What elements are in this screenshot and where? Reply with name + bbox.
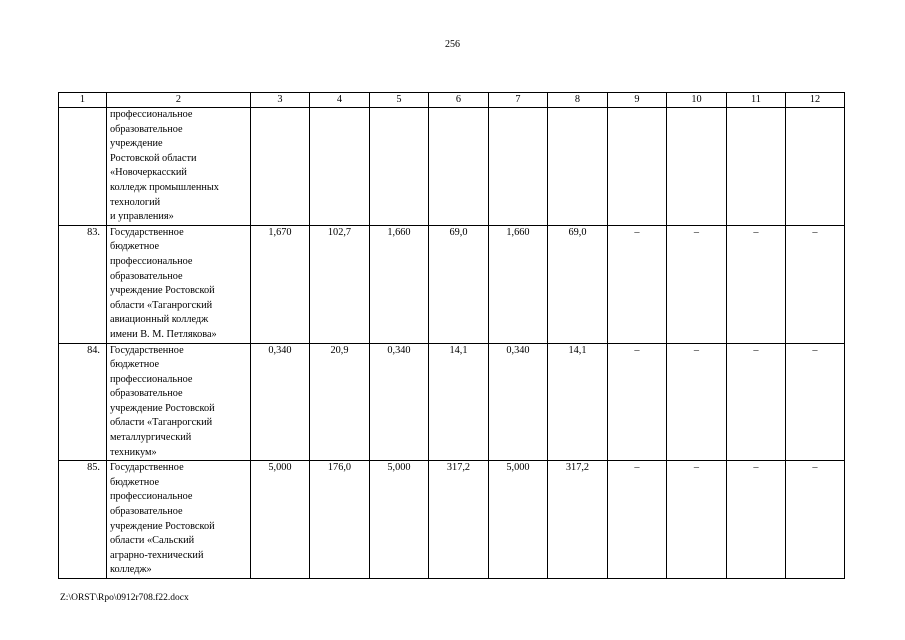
column-header: 2 [107, 93, 251, 108]
name-line: аграрно-технический [110, 549, 204, 561]
value-cell [667, 108, 727, 226]
name-line: профессиональное [110, 255, 193, 267]
name-line: учреждение Ростовской [110, 520, 215, 532]
table-header-row [59, 93, 845, 108]
name-line: профессиональное [110, 109, 193, 120]
name-line: авиационный колледж [110, 314, 209, 326]
name-line: образовательное [110, 388, 183, 400]
name-line: бюджетное [110, 476, 160, 488]
name-line: учреждение Ростовской [110, 285, 215, 297]
table-row-continuation [59, 108, 845, 226]
name-line: колледж промышленных [110, 181, 219, 193]
value-cell: – [608, 461, 667, 579]
value-cell: – [667, 343, 727, 461]
name-line: Государственное [110, 462, 184, 474]
name-line: техникум» [110, 446, 157, 458]
column-header: 8 [548, 93, 608, 108]
name-line: бюджетное [110, 241, 160, 253]
value-cell [251, 108, 310, 226]
name-line: имени В. М. Петлякова» [110, 328, 217, 340]
page-number: 256 [445, 39, 460, 50]
institution-name-cell [107, 343, 251, 461]
value-cell: 5,000 [489, 461, 548, 579]
name-line: «Новочеркасский [110, 167, 187, 179]
value-cell: – [727, 343, 786, 461]
name-line: металлургический [110, 432, 192, 444]
value-cell: – [608, 343, 667, 461]
name-line: образовательное [110, 270, 183, 282]
column-header: 11 [727, 93, 786, 108]
value-cell: 14,1 [548, 343, 608, 461]
column-header: 10 [667, 93, 727, 108]
institution-name-cell [107, 108, 251, 226]
name-line: профессиональное [110, 373, 193, 385]
name-line: образовательное [110, 506, 183, 518]
value-cell: – [667, 461, 727, 579]
value-cell: 1,660 [489, 225, 548, 343]
footer-file-path: Z:\ORST\Rpo\0912r708.f22.docx [60, 593, 189, 603]
value-cell: 0,340 [489, 343, 548, 461]
value-cell: – [786, 225, 845, 343]
row-number-cell: 85. [59, 461, 107, 579]
value-cell: 69,0 [548, 225, 608, 343]
name-line: области «Таганрогский [110, 417, 213, 429]
value-cell: 0,340 [370, 343, 429, 461]
column-header: 6 [429, 93, 489, 108]
name-line: учреждение [110, 138, 163, 150]
name-line: образовательное [110, 123, 183, 135]
row-number-cell [59, 108, 107, 226]
data-table [58, 92, 845, 579]
value-cell [310, 108, 370, 226]
column-header: 4 [310, 93, 370, 108]
value-cell: – [667, 225, 727, 343]
value-cell [370, 108, 429, 226]
column-header: 3 [251, 93, 310, 108]
value-cell [786, 108, 845, 226]
name-line: области «Таганрогский [110, 299, 213, 311]
value-cell: 1,670 [251, 225, 310, 343]
name-line: области «Сальский [110, 535, 195, 547]
institution-name-cell [107, 225, 251, 343]
name-line: Государственное [110, 226, 184, 238]
value-cell [608, 108, 667, 226]
name-line: и управления» [110, 211, 174, 223]
name-line: Ростовской области [110, 152, 197, 164]
table-row-84 [59, 343, 845, 461]
table-row-83 [59, 225, 845, 343]
value-cell: 1,660 [370, 225, 429, 343]
value-cell: 0,340 [251, 343, 310, 461]
value-cell: 102,7 [310, 225, 370, 343]
value-cell: 20,9 [310, 343, 370, 461]
table-row-85 [59, 461, 845, 579]
column-header: 12 [786, 93, 845, 108]
column-header: 9 [608, 93, 667, 108]
value-cell: 14,1 [429, 343, 489, 461]
institution-name-cell [107, 461, 251, 579]
name-line: технологий [110, 196, 161, 208]
name-line: бюджетное [110, 359, 160, 371]
value-cell: 317,2 [548, 461, 608, 579]
column-header: 5 [370, 93, 429, 108]
value-cell: – [786, 343, 845, 461]
column-header: 1 [59, 93, 107, 108]
value-cell: 5,000 [251, 461, 310, 579]
value-cell: 317,2 [429, 461, 489, 579]
value-cell: – [727, 461, 786, 579]
value-cell [429, 108, 489, 226]
value-cell: 69,0 [429, 225, 489, 343]
value-cell [489, 108, 548, 226]
row-number-cell: 83. [59, 225, 107, 343]
value-cell: – [786, 461, 845, 579]
value-cell: 176,0 [310, 461, 370, 579]
value-cell: 5,000 [370, 461, 429, 579]
value-cell [548, 108, 608, 226]
name-line: Государственное [110, 344, 184, 356]
row-number-cell: 84. [59, 343, 107, 461]
column-header: 7 [489, 93, 548, 108]
name-line: колледж» [110, 564, 152, 576]
value-cell: – [608, 225, 667, 343]
value-cell [727, 108, 786, 226]
value-cell: – [727, 225, 786, 343]
name-line: профессиональное [110, 491, 193, 503]
name-line: учреждение Ростовской [110, 402, 215, 414]
